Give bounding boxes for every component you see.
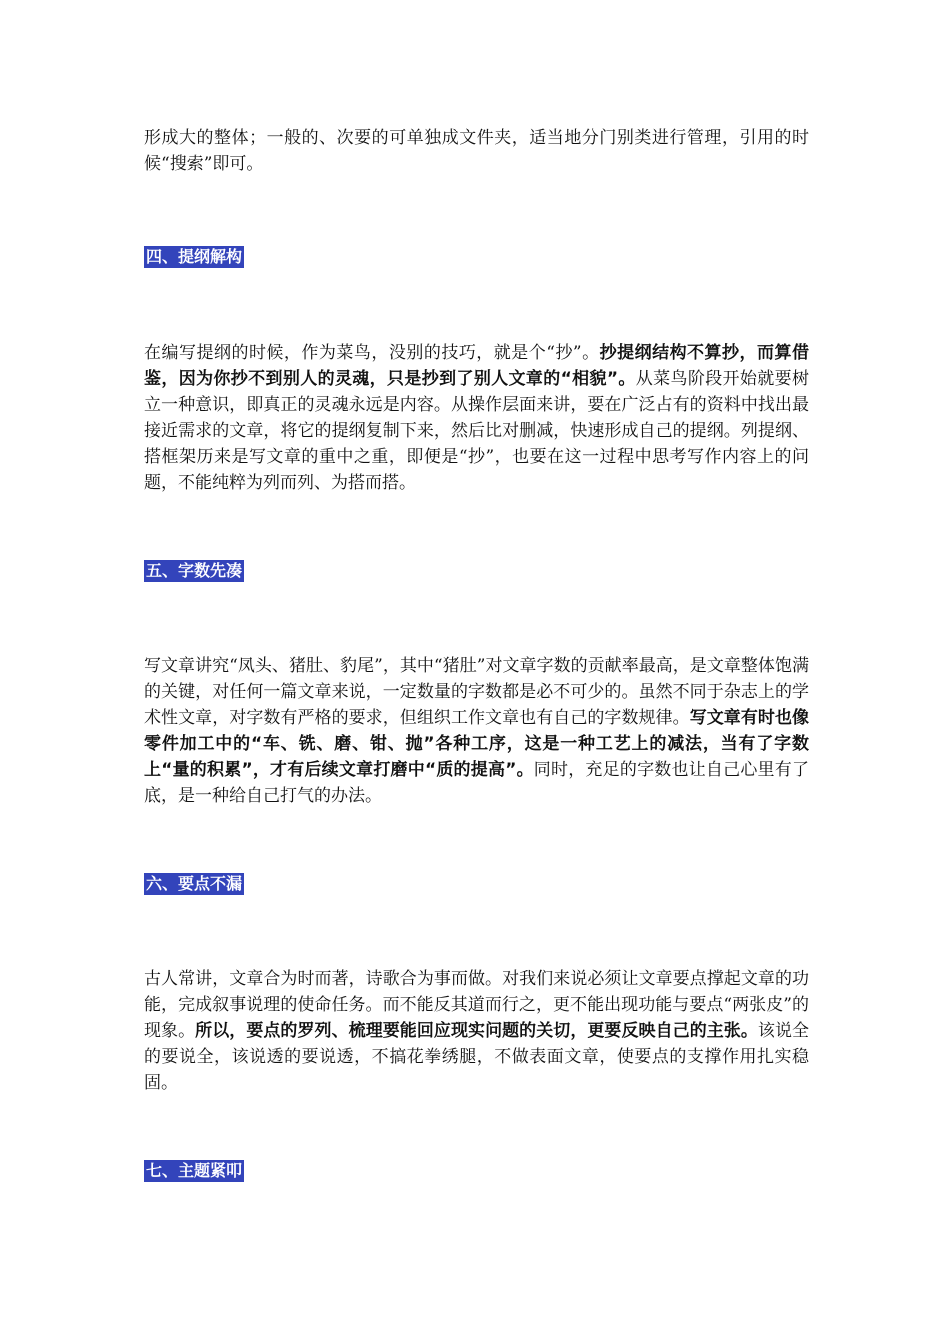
- paragraph-intro: [144, 125, 809, 177]
- section-heading-5: 五、字数先凑: [146, 561, 243, 580]
- paragraph-section-4: [144, 340, 809, 496]
- paragraph-text: 古人常讲，文章合为时而著，诗歌合为事而做。对我们来说必须让文章要点撑起文章的功能，完成叙事说理的使命任务。而不能反其道而行之，更不能出现功能与要点“两张皮”的现象。: [144, 969, 809, 1041]
- paragraph-bold-text: 写文章有时也像零件加工中的“车、铣、磨、钳、抛”各种工序，这是一种工艺上的减法，当有了字数上“量的积累”，才有后续文章打磨中“质的提高”。: [144, 708, 810, 780]
- paragraph-text: 同时，充足的字数也让自己心里有了底，是一种给自己打气的办法。: [144, 760, 809, 806]
- paragraph-text: 在编写提纲的时候，作为菜鸟，没别的技巧，就是个“抄”。: [144, 343, 600, 363]
- paragraph-text: 形成大的整体；一般的、次要的可单独成文件夹，适当地分门别类进行管理，引用的时候“搜索”即可。: [144, 128, 809, 174]
- paragraph-section-6: [144, 966, 809, 1096]
- section-heading-6: 六、要点不漏: [146, 874, 243, 893]
- section-heading-4: 四、提纲解构: [146, 247, 243, 266]
- paragraph-bold-text: 抄提纲结构不算抄，而算借鉴，因为你抄不到别人的灵魂，只是抄到了别人文章的“相貌”。: [144, 343, 809, 389]
- paragraph-text: 该说全的要说全，该说透的要说透，不搞花拳绣腿，不做表面文章，使要点的支撑作用扎实稳固。: [144, 1021, 810, 1093]
- paragraph-text: 写文章讲究“凤头、猪肚、豹尾”，其中“猪肚”对文章字数的贡献率最高，是文章整体饱满的关键，对任何一篇文章来说，一定数量的字数都是必不可少的。虽然不同于杂志上的学术性文章，对字数有严格的要求，但组织工作文章也有自己的字数规律。: [144, 656, 809, 728]
- paragraph-text: 从菜鸟阶段开始就要树立一种意识，即真正的灵魂永远是内容。从操作层面来讲，要在广泛占有的资料中找出最接近需求的文章，将它的提纲复制下来，然后比对删减，快速形成自己的提纲。列提纲、搭框架历来是写文章的重中之重，即便是“抄”，也要在这一过程中思考写作内容上的问题，不能纯粹为列而列、为搭而搭。: [144, 369, 809, 493]
- paragraph-section-5: [144, 653, 809, 809]
- section-heading-7: 七、主题紧叩: [146, 1161, 243, 1180]
- paragraph-bold-text: 所以，要点的罗列、梳理要能回应现实问题的关切，更要反映自己的主张。: [195, 1021, 758, 1041]
